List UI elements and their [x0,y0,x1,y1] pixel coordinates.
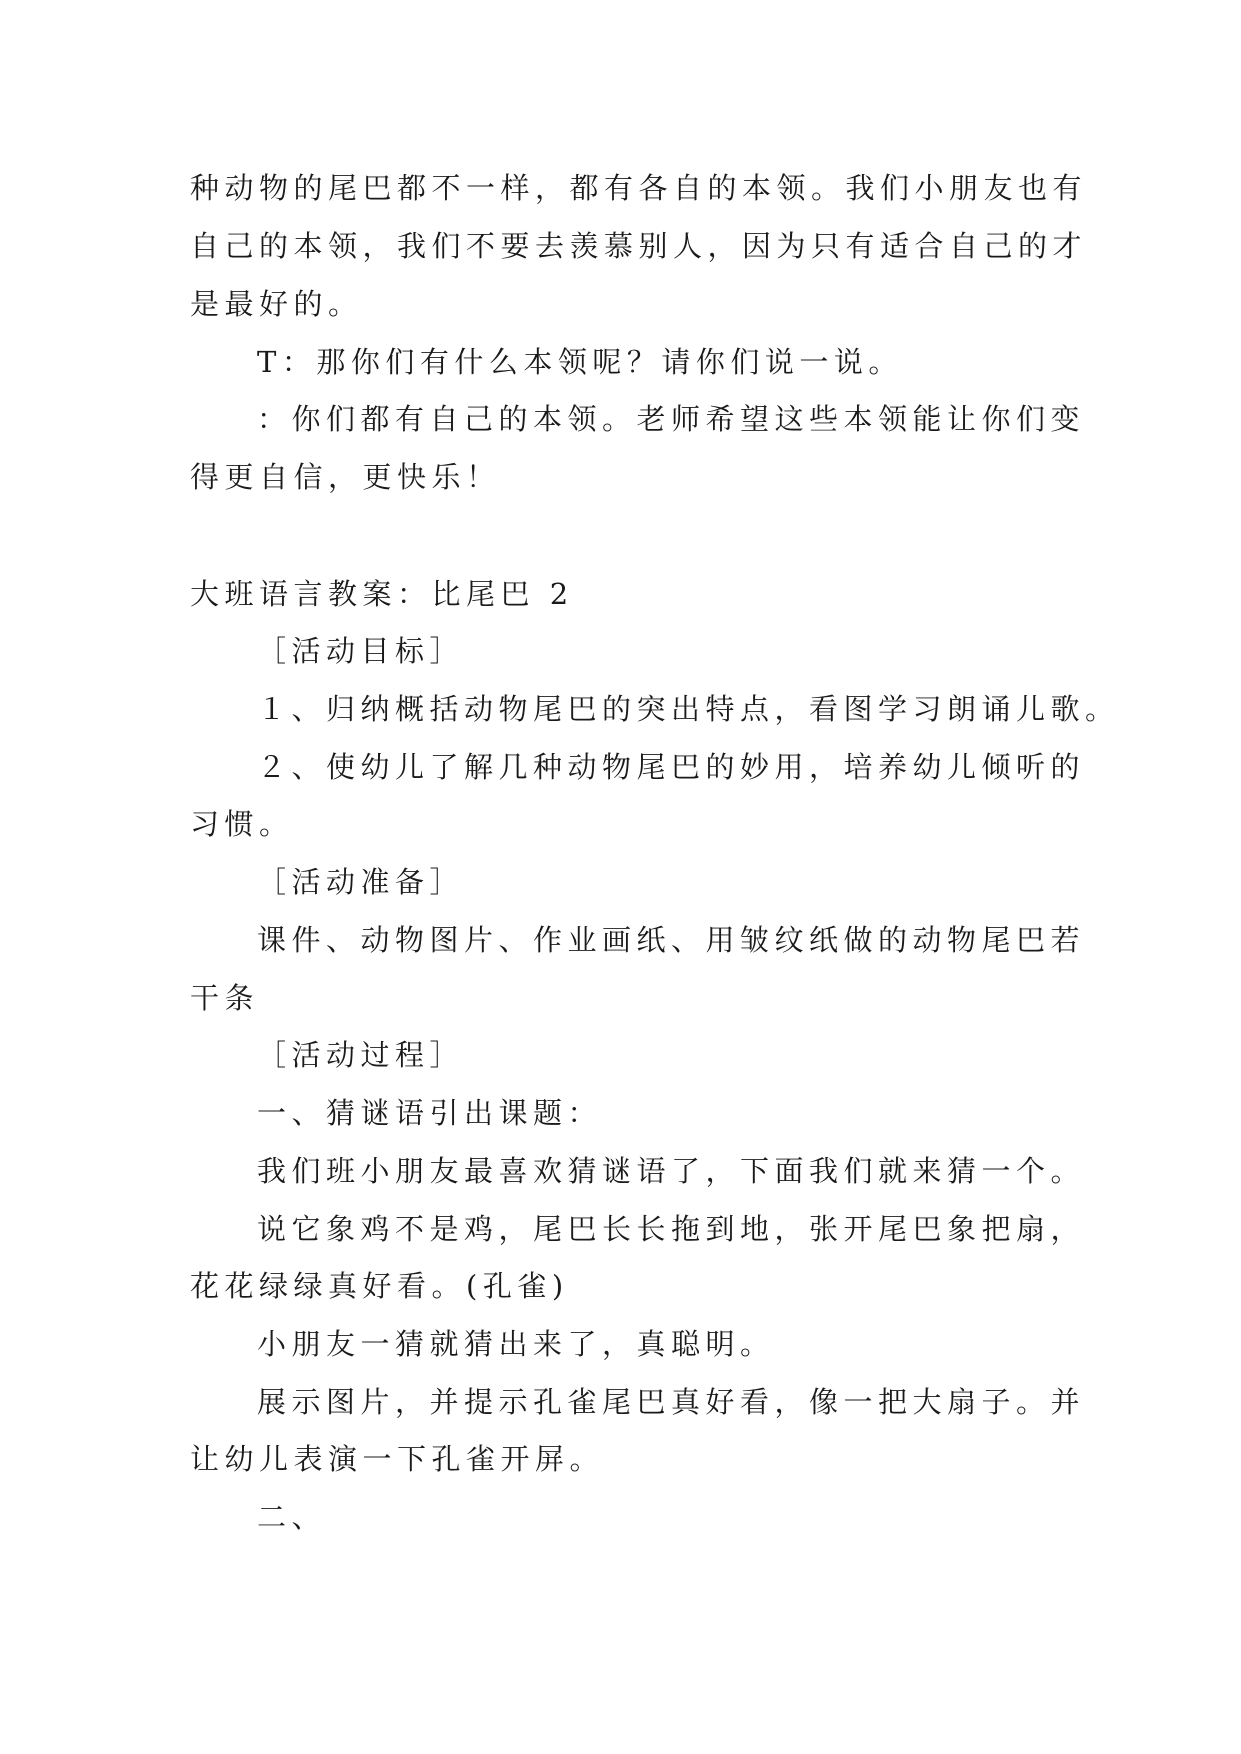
paragraph-line: 一、猜谜语引出课题： [257,1096,603,1130]
paragraph-line: 课件、动物图片、作业画纸、用皱纹纸做的动物尾巴若 [257,923,1086,957]
section-heading: ［活动准备］ [257,865,465,899]
paragraph-line: 展示图片，并提示孔雀尾巴真好看，像一把大扇子。并 [257,1385,1086,1419]
list-item: ２、使幼儿了解几种动物尾巴的妙用，培养幼儿倾听的 [257,750,1086,784]
section-heading: ［活动过程］ [257,1038,465,1072]
paragraph-line: ：你们都有自己的本领。老师希望这些本领能让你们变 [257,402,1086,436]
paragraph-line: 是最好的。 [190,287,363,321]
paragraph-line: 自己的本领，我们不要去羡慕别人，因为只有适合自己的才 [190,229,1088,263]
paragraph-line: 小朋友一猜就猜出来了，真聪明。 [257,1327,775,1361]
paragraph-line: 说它象鸡不是鸡，尾巴长长拖到地，张开尾巴象把扇， [257,1212,1086,1246]
paragraph-line: T：那你们有什么本领呢？请你们说一说。 [257,345,903,379]
section-title: 大班语言教案：比尾巴 2 [190,577,574,611]
paragraph-line: 我们班小朋友最喜欢猜谜语了，下面我们就来猜一个。 [257,1154,1086,1188]
paragraph-line: 让幼儿表演一下孔雀开屏。 [190,1442,605,1476]
paragraph-line: 花花绿绿真好看。(孔雀) [190,1269,569,1303]
paragraph-line: 二、 [257,1500,327,1534]
paragraph-line: 干条 [190,981,260,1015]
paragraph-line: 种动物的尾巴都不一样，都有各自的本领。我们小朋友也有 [190,171,1088,205]
paragraph-line: 得更自信，更快乐！ [190,460,501,494]
section-heading: ［活动目标］ [257,634,465,668]
list-item: １、归纳概括动物尾巴的突出特点，看图学习朗诵儿歌。 [257,692,1120,726]
paragraph-line: 习惯。 [190,807,294,841]
